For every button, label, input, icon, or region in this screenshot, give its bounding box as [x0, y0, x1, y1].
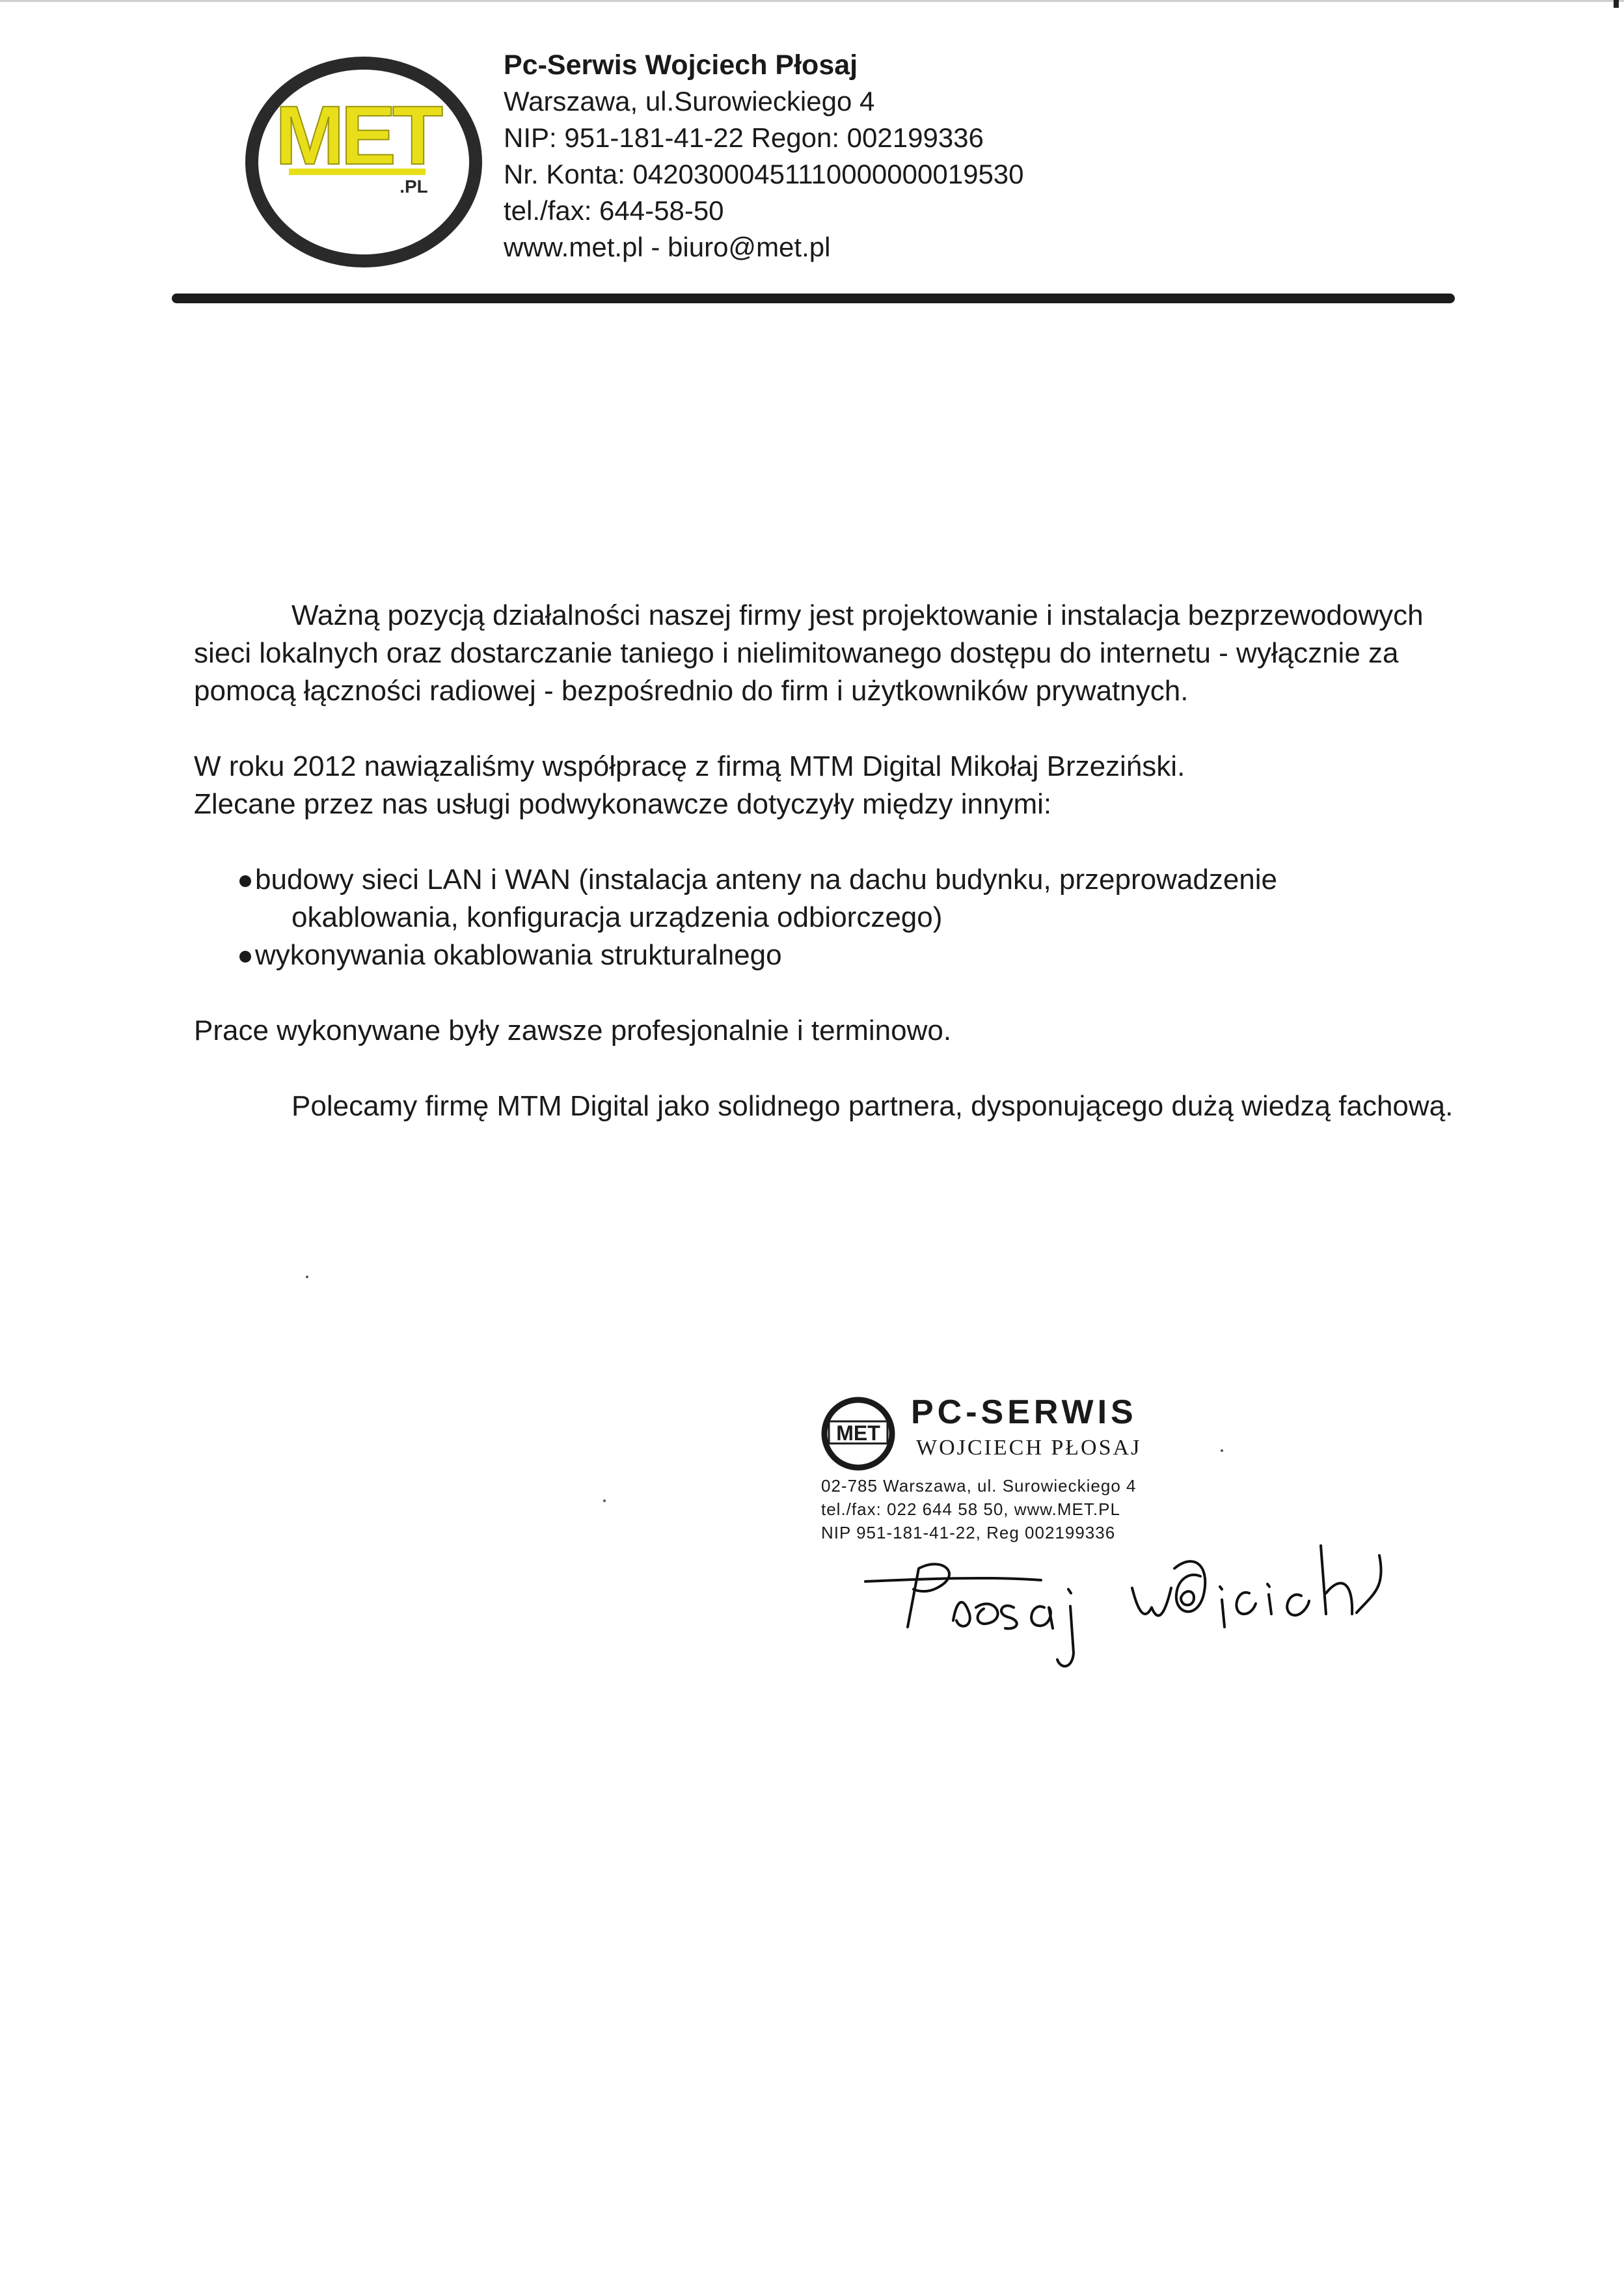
- stamp-subtitle: WOJCIECH PŁOSAJ: [916, 1436, 1142, 1460]
- header-divider: [172, 294, 1455, 303]
- scan-speck: [306, 1276, 308, 1278]
- stamp-logo: [820, 1395, 897, 1472]
- signature: [846, 1516, 1405, 1673]
- stamp-title: PC-SERWIS: [911, 1393, 1137, 1431]
- paragraph-recommendation: Polecamy firmę MTM Digital jako solidnego partnera, dysponującego dużą wiedzą fachową.: [291, 1090, 1454, 1122]
- paragraph-intro: Ważną pozycją działalności naszej firmy jest projektowanie i instalacja bezprzewodowych sieci lokalnych oraz dostarczanie taniego i nielimitowanego dostępu do internetu - wyłącznie za pomocą łączności radiowej - bezpośrednio do firm i użytkowników prywatnych.: [194, 599, 1424, 707]
- paragraph-cooperation-line2: Zlecane przez nas usługi podwykonawcze dotyczyły między innymi:: [194, 788, 1052, 820]
- scan-speck: [1221, 1449, 1223, 1452]
- list-item: wykonywania okablowania strukturalnego: [239, 937, 1469, 974]
- company-ids: NIP: 951-181-41-22 Regon: 002199336: [504, 122, 984, 153]
- scan-corner-mark: [1614, 0, 1619, 8]
- logo-suffix: .PL: [399, 176, 428, 197]
- services-list: [239, 861, 1469, 974]
- company-name: Pc-Serwis Wojciech Płosaj: [504, 49, 858, 81]
- stamp-address: 02-785 Warszawa, ul. Surowieckiego 4: [821, 1476, 1137, 1496]
- phone-fax: tel./fax: 644-58-50: [504, 195, 724, 226]
- company-logo: [243, 55, 484, 269]
- bank-account: Nr. Konta: 04203000451110000000019530: [504, 159, 1024, 189]
- scan-top-edge: [0, 0, 1624, 2]
- paragraph-quality: Prace wykonywane były zawsze profesjonalnie i terminowo.: [194, 1015, 952, 1046]
- list-item: budowy sieci LAN i WAN (instalacja anteny na dachu budynku, przeprowadzenie okablowania, konfiguracja urządzenia odbiorczego): [239, 861, 1469, 937]
- stamp-contact: tel./fax: 022 644 58 50, www.MET.PL: [821, 1499, 1120, 1519]
- company-address: Warszawa, ul.Surowieckiego 4: [504, 86, 875, 116]
- web-email: www.met.pl - biuro@met.pl: [504, 232, 831, 262]
- bullet-icon: [239, 875, 251, 887]
- scan-speck: [603, 1499, 606, 1502]
- paragraph-cooperation-line1: W roku 2012 nawiązaliśmy współpracę z firmą MTM Digital Mikołaj Brzeziński.: [194, 750, 1185, 782]
- logo-text: MET: [275, 89, 440, 182]
- letterhead-details: [504, 47, 1024, 266]
- stamp-ids: NIP 951-181-41-22, Reg 002199336: [821, 1523, 1116, 1542]
- bullet-icon: [239, 951, 251, 963]
- stamp-logo-text: MET: [836, 1421, 880, 1445]
- letter-body: [194, 597, 1469, 1125]
